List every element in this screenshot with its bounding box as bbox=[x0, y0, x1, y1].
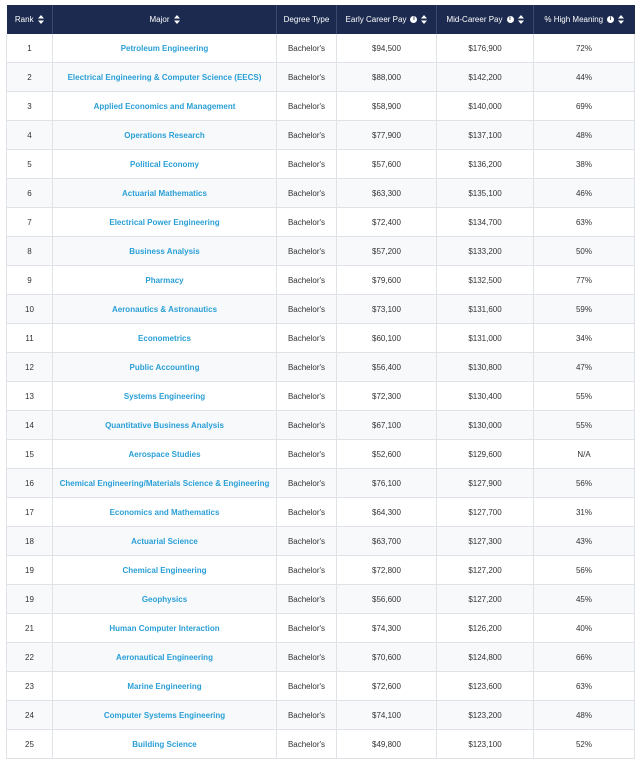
rank-cell: 19 bbox=[7, 556, 53, 585]
major-cell bbox=[53, 643, 277, 672]
high-meaning-cell: 55% bbox=[534, 411, 635, 440]
rank-cell: 6 bbox=[7, 179, 53, 208]
table-row bbox=[7, 34, 635, 63]
major-cell bbox=[53, 701, 277, 730]
rank-cell: 22 bbox=[7, 643, 53, 672]
major-cell bbox=[53, 237, 277, 266]
degree-type-cell: Bachelor's bbox=[277, 353, 337, 382]
major-link[interactable]: Aeronautical Engineering bbox=[116, 652, 213, 662]
degree-type-cell: Bachelor's bbox=[277, 208, 337, 237]
major-cell bbox=[53, 63, 277, 92]
early-career-pay-cell: $72,800 bbox=[337, 556, 437, 585]
early-career-pay-column-header[interactable] bbox=[337, 5, 437, 34]
table-row bbox=[7, 440, 635, 469]
major-link[interactable]: Building Science bbox=[132, 739, 197, 749]
degree-type-cell: Bachelor's bbox=[277, 324, 337, 353]
major-link[interactable]: Aeronautics & Astronautics bbox=[111, 304, 218, 314]
high-meaning-cell: 69% bbox=[534, 92, 635, 121]
mid-career-pay-cell: $136,200 bbox=[437, 150, 534, 179]
table-row bbox=[7, 469, 635, 498]
rank-cell: 24 bbox=[7, 701, 53, 730]
table-row bbox=[7, 324, 635, 353]
major-cell bbox=[53, 266, 277, 295]
table-row bbox=[7, 498, 635, 527]
degree-type-cell: Bachelor's bbox=[277, 266, 337, 295]
degree-type-cell: Bachelor's bbox=[277, 556, 337, 585]
table-row bbox=[7, 382, 635, 411]
table-row bbox=[7, 585, 635, 614]
degree-type-cell: Bachelor's bbox=[277, 527, 337, 556]
high-meaning-cell: 46% bbox=[534, 179, 635, 208]
high-meaning-cell: 40% bbox=[534, 614, 635, 643]
table-row bbox=[7, 295, 635, 324]
mid-career-pay-cell: $127,300 bbox=[437, 527, 534, 556]
early-career-pay-cell: $74,100 bbox=[337, 701, 437, 730]
early-career-pay-cell: $77,900 bbox=[337, 121, 437, 150]
mid-career-pay-header-label: Mid-Career Pay bbox=[446, 15, 503, 24]
table-body bbox=[7, 34, 635, 759]
major-link[interactable]: Political Economy bbox=[130, 159, 199, 169]
mid-career-pay-cell: $176,900 bbox=[437, 34, 534, 63]
early-career-pay-cell: $60,100 bbox=[337, 324, 437, 353]
mid-career-pay-cell: $140,000 bbox=[437, 92, 534, 121]
major-link[interactable]: Electrical Power Engineering bbox=[109, 217, 220, 227]
table-row bbox=[7, 614, 635, 643]
degree-type-cell: Bachelor's bbox=[277, 34, 337, 63]
early-career-pay-cell: $72,300 bbox=[337, 382, 437, 411]
early-career-pay-cell: $63,300 bbox=[337, 179, 437, 208]
major-cell bbox=[53, 730, 277, 759]
major-link[interactable]: Econometrics bbox=[138, 333, 191, 343]
major-cell bbox=[53, 527, 277, 556]
major-cell bbox=[53, 295, 277, 324]
major-link[interactable]: Systems Engineering bbox=[123, 391, 206, 401]
high-meaning-cell: N/A bbox=[534, 440, 635, 469]
rank-column-header[interactable] bbox=[7, 5, 53, 34]
rank-cell: 21 bbox=[7, 614, 53, 643]
mid-career-pay-cell: $127,200 bbox=[437, 556, 534, 585]
high-meaning-cell: 43% bbox=[534, 527, 635, 556]
high-meaning-cell: 52% bbox=[534, 730, 635, 759]
sort-icon[interactable] bbox=[38, 15, 44, 24]
degree-type-cell: Bachelor's bbox=[277, 237, 337, 266]
salary-table bbox=[6, 5, 635, 759]
high-meaning-cell: 72% bbox=[534, 34, 635, 63]
major-cell bbox=[53, 92, 277, 121]
rank-cell: 13 bbox=[7, 382, 53, 411]
mid-career-pay-cell: $124,800 bbox=[437, 643, 534, 672]
high-meaning-cell: 63% bbox=[534, 208, 635, 237]
degree-type-cell: Bachelor's bbox=[277, 585, 337, 614]
degree-type-cell: Bachelor's bbox=[277, 411, 337, 440]
major-link[interactable]: Public Accounting bbox=[129, 362, 200, 372]
rank-cell: 11 bbox=[7, 324, 53, 353]
high-meaning-cell: 56% bbox=[534, 556, 635, 585]
degree-type-cell: Bachelor's bbox=[277, 469, 337, 498]
early-career-pay-cell: $67,100 bbox=[337, 411, 437, 440]
table-row bbox=[7, 237, 635, 266]
high-meaning-cell: 34% bbox=[534, 324, 635, 353]
major-link[interactable]: Operations Research bbox=[124, 130, 205, 140]
high-meaning-cell: 48% bbox=[534, 121, 635, 150]
major-cell bbox=[53, 614, 277, 643]
major-link[interactable]: Petroleum Engineering bbox=[120, 43, 209, 53]
early-career-pay-cell: $56,600 bbox=[337, 585, 437, 614]
sort-icon[interactable] bbox=[518, 15, 524, 24]
degree-type-cell: Bachelor's bbox=[277, 382, 337, 411]
rank-cell: 19 bbox=[7, 585, 53, 614]
major-cell bbox=[53, 34, 277, 63]
rank-cell: 2 bbox=[7, 63, 53, 92]
table-row bbox=[7, 701, 635, 730]
major-link[interactable]: Quantitative Business Analysis bbox=[105, 420, 224, 430]
rank-cell: 9 bbox=[7, 266, 53, 295]
table-row bbox=[7, 150, 635, 179]
mid-career-pay-cell: $131,600 bbox=[437, 295, 534, 324]
early-career-pay-cell: $49,800 bbox=[337, 730, 437, 759]
degree-type-cell: Bachelor's bbox=[277, 730, 337, 759]
mid-career-pay-cell: $126,200 bbox=[437, 614, 534, 643]
early-career-pay-cell: $72,400 bbox=[337, 208, 437, 237]
high-meaning-cell: 45% bbox=[534, 585, 635, 614]
table-row bbox=[7, 556, 635, 585]
mid-career-pay-cell: $123,100 bbox=[437, 730, 534, 759]
rank-cell: 23 bbox=[7, 672, 53, 701]
early-career-pay-cell: $94,500 bbox=[337, 34, 437, 63]
major-link[interactable]: Economics and Mathematics bbox=[109, 507, 220, 517]
degree-type-cell: Bachelor's bbox=[277, 121, 337, 150]
major-link[interactable]: Pharmacy bbox=[145, 275, 184, 285]
rank-cell: 3 bbox=[7, 92, 53, 121]
early-career-pay-header-label: Early Career Pay bbox=[345, 15, 407, 24]
major-link[interactable]: Actuarial Mathematics bbox=[122, 188, 207, 198]
major-link[interactable]: Computer Systems Engineering bbox=[103, 710, 226, 720]
sort-icon[interactable] bbox=[618, 15, 624, 24]
degree-type-cell: Bachelor's bbox=[277, 440, 337, 469]
major-link[interactable]: Chemical Engineering/Materials Science & Engineering bbox=[59, 478, 270, 488]
rank-cell: 1 bbox=[7, 34, 53, 63]
degree-type-column-header bbox=[277, 5, 337, 34]
major-cell bbox=[53, 672, 277, 701]
major-cell bbox=[53, 179, 277, 208]
degree-type-cell: Bachelor's bbox=[277, 701, 337, 730]
sort-icon[interactable] bbox=[174, 15, 180, 24]
major-link[interactable]: Aerospace Studies bbox=[128, 449, 201, 459]
rank-cell: 7 bbox=[7, 208, 53, 237]
info-icon[interactable]: i bbox=[410, 16, 417, 23]
early-career-pay-cell: $63,700 bbox=[337, 527, 437, 556]
mid-career-pay-cell: $134,700 bbox=[437, 208, 534, 237]
table-row bbox=[7, 266, 635, 295]
high-meaning-cell: 77% bbox=[534, 266, 635, 295]
rank-cell: 12 bbox=[7, 353, 53, 382]
table-row bbox=[7, 672, 635, 701]
major-link[interactable]: Chemical Engineering bbox=[122, 565, 207, 575]
degree-type-cell: Bachelor's bbox=[277, 672, 337, 701]
early-career-pay-cell: $79,600 bbox=[337, 266, 437, 295]
high-meaning-cell: 31% bbox=[534, 498, 635, 527]
major-link[interactable]: Actuarial Science bbox=[131, 536, 198, 546]
major-header-label: Major bbox=[149, 15, 170, 24]
mid-career-pay-cell: $135,100 bbox=[437, 179, 534, 208]
high-meaning-cell: 63% bbox=[534, 672, 635, 701]
major-link[interactable]: Electrical Engineering & Computer Science (EECS) bbox=[67, 72, 262, 82]
major-cell bbox=[53, 208, 277, 237]
major-cell bbox=[53, 121, 277, 150]
major-cell bbox=[53, 150, 277, 179]
early-career-pay-cell: $72,600 bbox=[337, 672, 437, 701]
high-meaning-cell: 56% bbox=[534, 469, 635, 498]
high-meaning-cell: 44% bbox=[534, 63, 635, 92]
early-career-pay-cell: $56,400 bbox=[337, 353, 437, 382]
rank-cell: 15 bbox=[7, 440, 53, 469]
rank-cell: 17 bbox=[7, 498, 53, 527]
high-meaning-column-header[interactable] bbox=[534, 5, 635, 34]
major-link[interactable]: Human Computer Interaction bbox=[109, 623, 220, 633]
mid-career-pay-cell: $127,200 bbox=[437, 585, 534, 614]
table-row bbox=[7, 92, 635, 121]
table-row bbox=[7, 179, 635, 208]
rank-header-label: Rank bbox=[14, 15, 34, 24]
mid-career-pay-cell: $129,600 bbox=[437, 440, 534, 469]
high-meaning-cell: 48% bbox=[534, 701, 635, 730]
early-career-pay-cell: $57,600 bbox=[337, 150, 437, 179]
degree-type-cell: Bachelor's bbox=[277, 295, 337, 324]
early-career-pay-cell: $88,000 bbox=[337, 63, 437, 92]
rank-cell: 4 bbox=[7, 121, 53, 150]
mid-career-pay-cell: $133,200 bbox=[437, 237, 534, 266]
major-link[interactable]: Applied Economics and Management bbox=[93, 101, 236, 111]
high-meaning-cell: 55% bbox=[534, 382, 635, 411]
major-cell bbox=[53, 498, 277, 527]
mid-career-pay-cell: $130,400 bbox=[437, 382, 534, 411]
major-cell bbox=[53, 469, 277, 498]
high-meaning-cell: 50% bbox=[534, 237, 635, 266]
early-career-pay-cell: $58,900 bbox=[337, 92, 437, 121]
major-link[interactable]: Business Analysis bbox=[129, 246, 200, 256]
table-header bbox=[7, 5, 635, 34]
rank-cell: 5 bbox=[7, 150, 53, 179]
salary-table-container bbox=[6, 5, 634, 759]
degree-type-cell: Bachelor's bbox=[277, 92, 337, 121]
high-meaning-cell: 38% bbox=[534, 150, 635, 179]
table-row bbox=[7, 643, 635, 672]
rank-cell: 8 bbox=[7, 237, 53, 266]
high-meaning-cell: 59% bbox=[534, 295, 635, 324]
early-career-pay-cell: $70,600 bbox=[337, 643, 437, 672]
table-row bbox=[7, 63, 635, 92]
table-row bbox=[7, 527, 635, 556]
major-column-header[interactable] bbox=[53, 5, 277, 34]
rank-cell: 14 bbox=[7, 411, 53, 440]
table-row bbox=[7, 121, 635, 150]
table-row bbox=[7, 353, 635, 382]
mid-career-pay-cell: $132,500 bbox=[437, 266, 534, 295]
high-meaning-cell: 47% bbox=[534, 353, 635, 382]
major-cell bbox=[53, 382, 277, 411]
major-cell bbox=[53, 440, 277, 469]
major-cell bbox=[53, 585, 277, 614]
degree-type-cell: Bachelor's bbox=[277, 498, 337, 527]
table-row bbox=[7, 411, 635, 440]
mid-career-pay-cell: $131,000 bbox=[437, 324, 534, 353]
rank-cell: 18 bbox=[7, 527, 53, 556]
mid-career-pay-cell: $142,200 bbox=[437, 63, 534, 92]
degree-type-cell: Bachelor's bbox=[277, 643, 337, 672]
major-cell bbox=[53, 556, 277, 585]
mid-career-pay-cell: $127,700 bbox=[437, 498, 534, 527]
degree-type-header-label: Degree Type bbox=[283, 15, 330, 24]
table-row bbox=[7, 208, 635, 237]
early-career-pay-cell: $64,300 bbox=[337, 498, 437, 527]
major-cell bbox=[53, 324, 277, 353]
early-career-pay-cell: $73,100 bbox=[337, 295, 437, 324]
major-cell bbox=[53, 411, 277, 440]
mid-career-pay-cell: $137,100 bbox=[437, 121, 534, 150]
mid-career-pay-column-header[interactable] bbox=[437, 5, 534, 34]
major-cell bbox=[53, 353, 277, 382]
early-career-pay-cell: $52,600 bbox=[337, 440, 437, 469]
rank-cell: 10 bbox=[7, 295, 53, 324]
rank-cell: 25 bbox=[7, 730, 53, 759]
mid-career-pay-cell: $130,000 bbox=[437, 411, 534, 440]
mid-career-pay-cell: $123,200 bbox=[437, 701, 534, 730]
high-meaning-header-label: % High Meaning bbox=[544, 15, 604, 24]
early-career-pay-cell: $57,200 bbox=[337, 237, 437, 266]
degree-type-cell: Bachelor's bbox=[277, 150, 337, 179]
degree-type-cell: Bachelor's bbox=[277, 614, 337, 643]
sort-icon[interactable] bbox=[421, 15, 427, 24]
mid-career-pay-cell: $123,600 bbox=[437, 672, 534, 701]
major-link[interactable]: Marine Engineering bbox=[127, 681, 202, 691]
degree-type-cell: Bachelor's bbox=[277, 63, 337, 92]
rank-cell: 16 bbox=[7, 469, 53, 498]
degree-type-cell: Bachelor's bbox=[277, 179, 337, 208]
table-row bbox=[7, 730, 635, 759]
early-career-pay-cell: $74,300 bbox=[337, 614, 437, 643]
early-career-pay-cell: $76,100 bbox=[337, 469, 437, 498]
major-link[interactable]: Geophysics bbox=[141, 594, 188, 604]
info-icon[interactable]: i bbox=[507, 16, 514, 23]
info-icon[interactable]: i bbox=[607, 16, 614, 23]
high-meaning-cell: 66% bbox=[534, 643, 635, 672]
mid-career-pay-cell: $130,800 bbox=[437, 353, 534, 382]
mid-career-pay-cell: $127,900 bbox=[437, 469, 534, 498]
